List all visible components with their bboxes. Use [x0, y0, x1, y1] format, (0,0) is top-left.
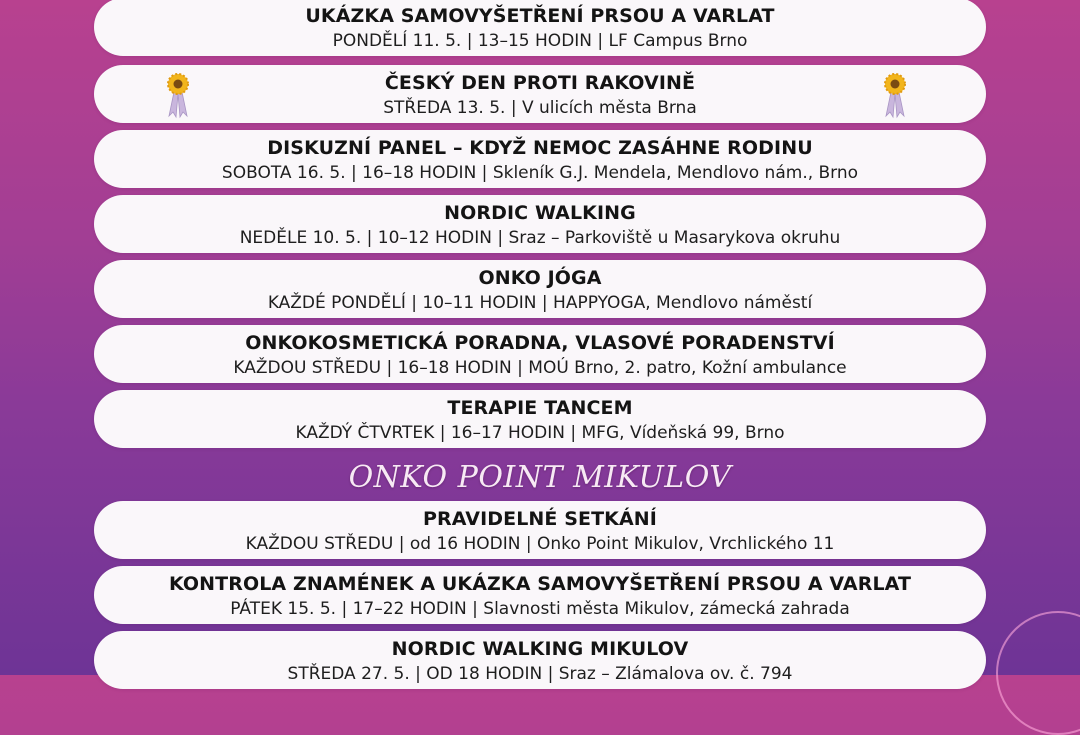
event-card [94, 390, 986, 448]
event-detail: PONDĚLÍ 11. 5. | 13–15 HODIN | LF Campus Brno [332, 31, 748, 51]
event-detail: KAŽDÝ ČTVRTEK | 16–17 HODIN | MFG, Vídeňská 99, Brno [295, 423, 785, 443]
event-detail: STŘEDA 27. 5. | OD 18 HODIN | Sraz – Zlámalova ov. č. 794 [287, 664, 793, 684]
event-detail: STŘEDA 13. 5. | V ulicích města Brna [383, 98, 697, 118]
event-card [94, 65, 986, 123]
decorative-circle [996, 611, 1080, 735]
event-title: NORDIC WALKING MIKULOV [391, 638, 689, 660]
event-card [94, 566, 986, 624]
event-detail: SOBOTA 16. 5. | 16–18 HODIN | Skleník G.J. Mendela, Mendlovo nám., Brno [221, 163, 859, 183]
event-detail: KAŽDÉ PONDĚLÍ | 10–11 HODIN | HAPPYOGA, Mendlovo náměstí [267, 293, 813, 313]
event-detail: KAŽDOU STŘEDU | od 16 HODIN | Onko Point Mikulov, Vrchlického 11 [245, 534, 835, 554]
event-card [94, 260, 986, 318]
event-title: UKÁZKA SAMOVYŠETŘENÍ PRSOU A VARLAT [305, 5, 775, 27]
event-detail: PÁTEK 15. 5. | 17–22 HODIN | Slavnosti města Mikulov, zámecká zahrada [230, 599, 850, 619]
event-card [94, 130, 986, 188]
event-card [94, 631, 986, 689]
event-title: ČESKÝ DEN PROTI RAKOVINĚ [384, 72, 696, 94]
event-card [94, 325, 986, 383]
event-title: NORDIC WALKING [444, 202, 636, 224]
event-title: DISKUZNÍ PANEL – KDYŽ NEMOC ZASÁHNE RODINU [267, 137, 813, 159]
sunflower-ribbon-icon [163, 70, 193, 120]
event-card [94, 0, 986, 56]
event-detail: NEDĚLE 10. 5. | 10–12 HODIN | Sraz – Parkoviště u Masarykova okruhu [239, 228, 841, 248]
event-card [94, 501, 986, 559]
event-title: ONKOKOSMETICKÁ PORADNA, VLASOVÉ PORADENSTVÍ [245, 332, 835, 354]
section-heading: ONKO POINT MIKULOV [348, 460, 732, 495]
event-title: PRAVIDELNÉ SETKÁNÍ [423, 508, 657, 530]
event-title: ONKO JÓGA [478, 267, 602, 289]
event-title: TERAPIE TANCEM [447, 397, 633, 419]
event-detail: KAŽDOU STŘEDU | 16–18 HODIN | MOÚ Brno, 2. patro, Kožní ambulance [233, 358, 847, 378]
event-title: KONTROLA ZNAMÉNEK A UKÁZKA SAMOVYŠETŘENÍ PRSOU A VARLAT [168, 573, 912, 595]
event-card [94, 195, 986, 253]
sunflower-ribbon-icon [880, 70, 910, 120]
